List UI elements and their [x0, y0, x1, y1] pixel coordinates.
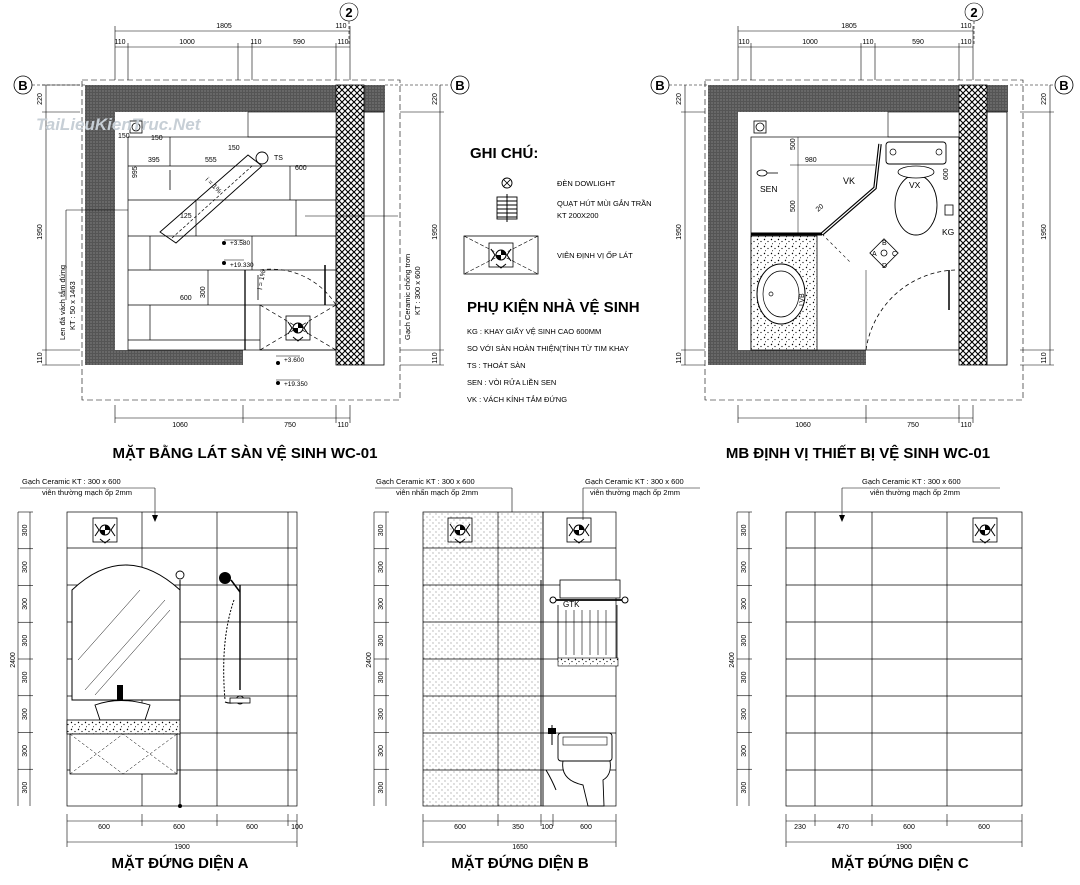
dim-text: 150	[151, 135, 163, 142]
row-dim-text: 300	[741, 598, 748, 610]
grid-label-row: B	[455, 78, 465, 93]
dim-text: 1950	[432, 224, 439, 240]
toilet-elevation	[546, 725, 612, 806]
dim-text: 1950	[1041, 224, 1048, 240]
level-text: +19.350	[284, 381, 308, 388]
dim-text: 110	[335, 23, 347, 30]
fixture-label: B	[882, 240, 887, 247]
grid-label-row: B	[1059, 78, 1069, 93]
dim-text: 980	[805, 157, 817, 164]
dim-text: 600	[454, 824, 466, 831]
row-dim-text: 300	[378, 561, 385, 573]
plan1-title: MẶT BẰNG LÁT SÀN VỆ SINH WC-01	[112, 445, 378, 462]
level-text: +19.330	[230, 262, 254, 269]
row-dim-text: 300	[22, 561, 29, 573]
row-dim-text: 300	[378, 671, 385, 684]
dim-text: 600	[180, 295, 192, 302]
dim-text: 220	[1041, 93, 1048, 105]
row-dim-text: 300	[378, 524, 385, 537]
fixture-label: VK	[843, 176, 856, 186]
dim-text: 395	[148, 157, 160, 164]
tile-note: Gạch Ceramic KT : 300 x 600	[585, 477, 684, 486]
dim-text: 1000	[802, 39, 818, 46]
dim-text: 110	[432, 352, 439, 364]
dim-text: 2400	[729, 652, 736, 668]
fixture-label: D	[882, 263, 888, 270]
dim-text: 600	[978, 824, 990, 831]
side-note: Len đá vách tắm đứng	[58, 264, 67, 340]
slope-label: i = 1%	[257, 269, 268, 291]
dim-text: 110	[1041, 352, 1048, 364]
accessory-line: SEN : VÒI RỬA LIỀN SEN	[467, 378, 557, 387]
row-dim-text: 300	[378, 598, 385, 610]
row-dim-text: 300	[741, 524, 748, 537]
dim-text: 220	[676, 93, 683, 105]
dim-text: 220	[37, 93, 44, 105]
elevation-a	[10, 477, 303, 872]
row-dim-text: 300	[741, 781, 748, 794]
grid-label-col: 2	[345, 5, 353, 20]
row-dim-text: 300	[22, 781, 29, 794]
drain-label: TS	[274, 155, 283, 162]
dim-text: 110	[250, 39, 262, 46]
elev-b-title: MẶT ĐỨNG DIỆN B	[451, 855, 589, 872]
tile-note: viên thường mạch ốp 2mm	[590, 488, 680, 497]
dim-text: 1000	[179, 39, 195, 46]
dim-text: 150	[118, 133, 130, 140]
dim-text: 150	[228, 145, 240, 152]
elevation-c	[729, 477, 1022, 872]
dim-text: 1900	[174, 844, 190, 851]
dim-text: 300	[200, 286, 207, 298]
dim-text: 100	[291, 824, 303, 831]
row-dim-text: 300	[22, 671, 29, 684]
level-text: +3.580	[230, 240, 251, 247]
row-dim-text: 300	[22, 634, 29, 647]
dim-text: 750	[284, 422, 296, 429]
grid-label-col: 2	[970, 5, 978, 20]
dim-text: 600	[580, 824, 592, 831]
row-dim-text: 300	[741, 634, 748, 647]
dim-text: 125	[180, 213, 192, 220]
dim-text: 995	[132, 166, 139, 178]
legend-text: QUẠT HÚT MÙI GẮN TRẦN	[557, 199, 652, 208]
fixture-label: LVB	[799, 293, 806, 306]
dim-text: 590	[912, 39, 924, 46]
dim-text: 600	[98, 824, 110, 831]
dim-text: 100	[541, 824, 553, 831]
dim-text: 600	[246, 824, 258, 831]
accessory-line: KG : KHAY GIẤY VỆ SINH CAO 600MM	[467, 327, 602, 336]
dim-text: 110	[676, 352, 683, 364]
side-note: KT : 300 x 600	[413, 266, 422, 315]
row-dim-text: 300	[741, 561, 748, 573]
dim-text: 1950	[37, 224, 44, 240]
tile-note: viên thường mạch ốp 2mm	[42, 488, 132, 497]
dim-text: 500	[790, 138, 797, 150]
dim-text: 1900	[896, 844, 912, 851]
legend-text: KT 200X200	[557, 211, 599, 220]
accessory-line: VK : VÁCH KÍNH TẮM ĐỨNG	[467, 395, 568, 404]
fixture-label: SEN	[760, 184, 778, 194]
dim-text: 750	[907, 422, 919, 429]
dim-text: 20	[814, 203, 826, 214]
dim-text: 500	[790, 200, 797, 212]
elev-a-title: MẶT ĐỨNG DIỆN A	[111, 855, 249, 872]
grid-label-row: B	[18, 78, 28, 93]
fixture-label: KG	[942, 227, 955, 237]
grid-label-row: B	[655, 78, 665, 93]
exhaust-fan-icon	[497, 194, 517, 222]
plan2-title: MB ĐỊNH VỊ THIẾT BỊ VỆ SINH WC-01	[725, 445, 991, 462]
fixture-label: C	[892, 251, 898, 258]
legend-title: GHI CHÚ:	[470, 145, 539, 162]
dim-text: 470	[837, 824, 849, 831]
row-dim-text: 300	[378, 781, 385, 794]
row-dim-text: 300	[741, 671, 748, 684]
accessory-line: TS : THOÁT SÀN	[467, 361, 526, 370]
side-note: Gạch Ceramic chống trơn	[403, 253, 412, 340]
elevation-b	[366, 477, 700, 872]
dim-text: 110	[37, 352, 44, 364]
legend-text: ĐÈN DOWLIGHT	[557, 179, 616, 188]
tile-origin-icon	[464, 236, 538, 274]
floor-tiling-plan	[14, 3, 469, 462]
dim-text: 555	[205, 157, 217, 164]
dim-text: 600	[943, 168, 950, 180]
fixture-layout-plan	[651, 3, 1073, 462]
elev-c-title: MẶT ĐỨNG DIỆN C	[831, 855, 969, 872]
legend	[464, 144, 652, 404]
dim-text: 1950	[676, 224, 683, 240]
fixture-label: VX	[909, 180, 921, 190]
accessory-line: SO VỚI SÀN HOÀN THIỆN(TÍNH TỪ TIM KHAY	[467, 344, 629, 353]
dim-text: 110	[738, 39, 750, 46]
dim-text: 110	[960, 422, 972, 429]
dim-text: 600	[295, 165, 307, 172]
slope-label: i = 1%	[203, 176, 223, 196]
accessories-title: PHỤ KIỆN NHÀ VỆ SINH	[467, 299, 640, 316]
fixture-label: A	[872, 251, 877, 258]
dim-text: 110	[960, 39, 972, 46]
dim-text: 2400	[366, 652, 373, 668]
mirror	[72, 565, 180, 700]
row-dim-text: 300	[741, 708, 748, 720]
dim-text: 1060	[795, 422, 811, 429]
row-dim-text: 300	[378, 745, 385, 757]
dim-text: 110	[114, 39, 126, 46]
dim-text: 110	[337, 39, 349, 46]
tile-note: viên nhấn mạch ốp 2mm	[396, 488, 479, 497]
dim-text: 1060	[172, 422, 188, 429]
dim-text: 220	[432, 93, 439, 105]
dim-text: 1805	[216, 23, 232, 30]
row-dim-text: 300	[378, 708, 385, 720]
dim-text: 230	[794, 824, 806, 831]
level-text: +3.600	[284, 357, 305, 364]
gtk-label: GTK	[563, 600, 580, 609]
dim-text: 600	[903, 824, 915, 831]
side-note: KT : 50 x 1463	[68, 281, 77, 330]
dim-text: 110	[337, 422, 349, 429]
dim-text: 600	[173, 824, 185, 831]
tile-note: Gạch Ceramic KT : 300 x 600	[862, 477, 961, 486]
dim-text: 350	[512, 824, 524, 831]
tile-note: viên thường mạch ốp 2mm	[870, 488, 960, 497]
tile-note: Gạch Ceramic KT : 300 x 600	[22, 477, 121, 486]
legend-text: VIÊN ĐỊNH VỊ ỐP LÁT	[557, 251, 633, 260]
tile-note: Gạch Ceramic KT : 300 x 600	[376, 477, 475, 486]
row-dim-text: 300	[378, 634, 385, 647]
row-dim-text: 300	[741, 745, 748, 757]
row-dim-text: 300	[22, 598, 29, 610]
dim-text: 1650	[512, 844, 528, 851]
row-dim-text: 300	[22, 708, 29, 720]
row-dim-text: 300	[22, 745, 29, 757]
dim-text: 1805	[841, 23, 857, 30]
dim-text: 110	[960, 23, 972, 30]
dim-text: 590	[293, 39, 305, 46]
watermark: TaiLieuKienTruc.Net	[36, 115, 201, 134]
dim-text: 2400	[10, 652, 17, 668]
dim-text: 110	[862, 39, 874, 46]
row-dim-text: 300	[22, 524, 29, 537]
